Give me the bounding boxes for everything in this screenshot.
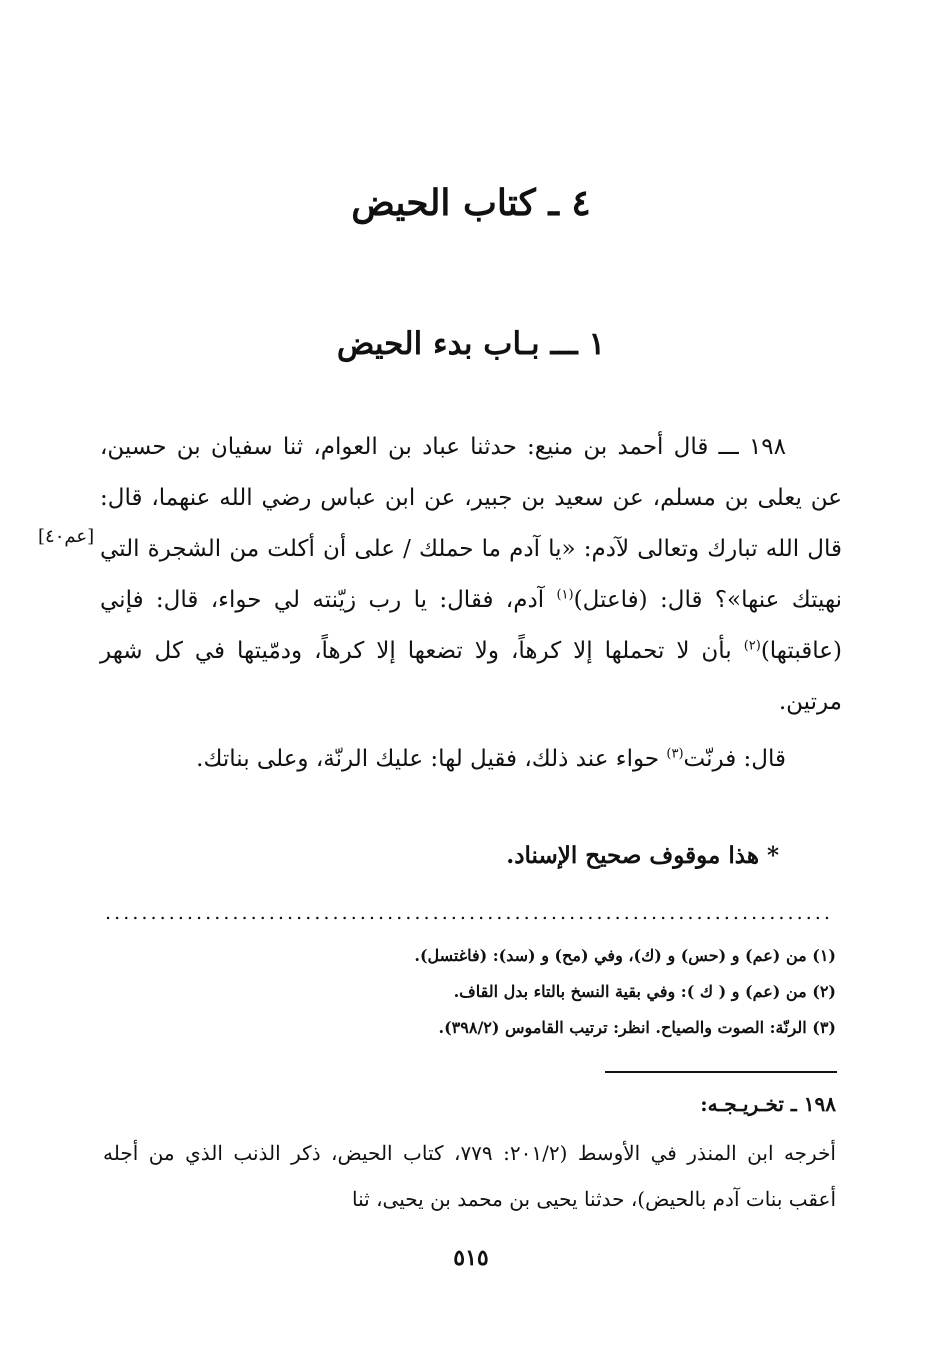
footnote-2: (٢) من (عم) و ( ك ): وفي بقية النسخ بالتاء بدل القاف. xyxy=(453,982,836,1001)
footnote-marker-2: (٢) xyxy=(743,638,761,654)
footnote-marker-3: (٣) xyxy=(666,746,684,762)
takhrij-body: أخرجه ابن المنذر في الأوسط (٢٠١/٢: ٧٧٩، كتاب الحيض، ذكر الذنب الذي من أجله أعقب بنات آدم بالحيض)، حدثنا يحيى بن محمد بن يحيى، ثنا xyxy=(103,1141,836,1211)
manuscript-side-reference: [عم٤٠] xyxy=(38,526,95,547)
footnote-separator-dots xyxy=(0,914,942,928)
page-number: ٥١٥ xyxy=(453,1245,489,1271)
footnote-3: (٣) الرنّة: الصوت والصياح. انظر: ترتيب القاموس (٣٩٨/٢). xyxy=(438,1018,836,1037)
book-title: ٤ ـ كتاب الحيض xyxy=(351,182,591,224)
takhrij-heading: ١٩٨ ـ تخـريـجـه: xyxy=(700,1092,836,1116)
hadith-text-segment: بأن لا تحملها إلا كرهاً، ولا تضعها إلا كرهاً، ودمّيتها في كل شهر مرتين. xyxy=(100,638,842,715)
hadith-verdict: * هذا موقوف صحيح الإسناد. xyxy=(506,842,779,869)
hadith-text-segment: آدم، فقال: يا رب زيّنته لي حواء، قال: فإني (عاقبتها) xyxy=(100,587,842,664)
hadith-text xyxy=(100,422,842,785)
hadith-text-segment: قال: فرنّت xyxy=(683,746,786,772)
hadith-text-segment: ١٩٨ ـــ قال أحمد بن منيع: حدثنا عباد بن العوام، ثنا سفيان بن حسين، عن يعلى بن مسلم، عن سعيد بن جبير، عن ابن عباس رضي الله عنهما، قال: قال الله تبارك وتعالى لآدم: «يا آدم ما حملك / على أن أكلت من الشجرة التي نهيتك عنها»؟ قال: (فاعتل) xyxy=(100,434,843,613)
dotted-line-icon xyxy=(106,914,832,922)
footnotes-list xyxy=(96,938,836,1046)
chapter-title: ١ ـــ بـاب بدء الحيض xyxy=(336,326,606,362)
footnote-marker-1: (١) xyxy=(556,587,574,603)
hadith-paragraph-2 xyxy=(100,734,842,785)
hadith-paragraph-1 xyxy=(100,422,842,728)
hadith-text-segment: حواء عند ذلك، فقيل لها: عليك الرنّة، وعلى بناتك. xyxy=(196,746,667,772)
footnote-1: (١) من (عم) و (حس) و (ك)، وفي (مح) و (سد): (فاغتسل). xyxy=(414,946,836,965)
section-divider xyxy=(605,1071,837,1073)
